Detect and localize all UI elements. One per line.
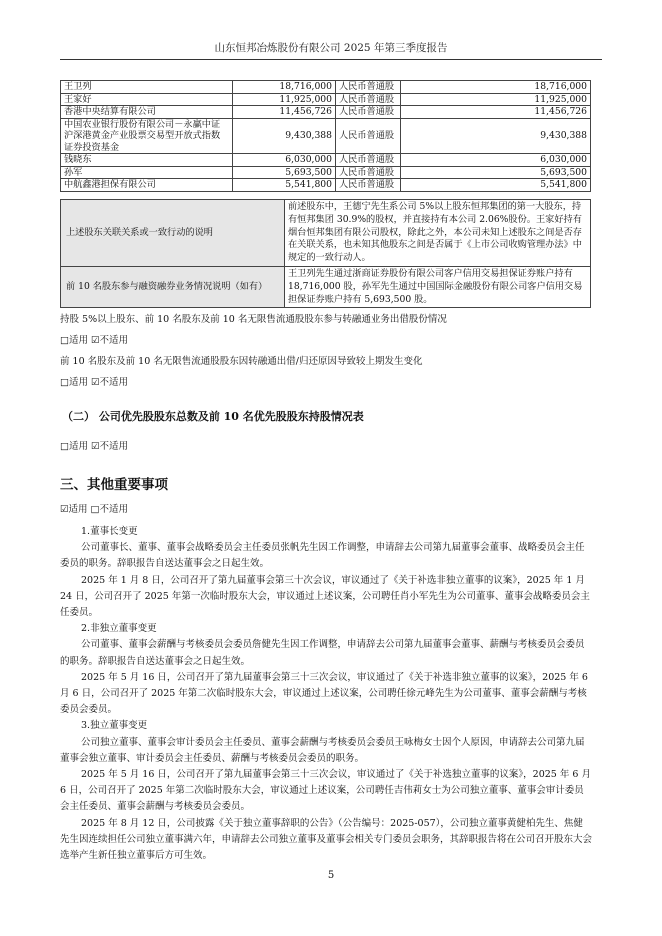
other-matters-option: ☑适用 □不适用 xyxy=(60,504,129,515)
holder-shares: 5,541,800 xyxy=(233,179,336,192)
paragraph: 公司独立董事、董事会审计委员会主任委员、董事会薪酬与考核委员会委员王咏梅女士因个人原因，申请辞去公司第九届董事会独立董事、审计委员会主任委员、薪酬与考核委员会委员的职务。 xyxy=(60,736,585,764)
table-row xyxy=(61,200,591,267)
holder-name: 中航鑫港担保有限公司 xyxy=(61,179,233,192)
relation-label: 上述股东关联关系或一致行动的说明 xyxy=(61,200,285,267)
paragraph: 2025 年 5 月 16 日，公司召开了第九届董事会第三十三次会议，审议通过了《关于补选独立董事的议案》，2025 年 6 月 6 日，公司召开了 2025 年第二次临时股东大会，审议通过上述议案，公司聘任吉伟莉女士为公司独立董事、董事会审计委员会主任委员、董事会薪酬与考核委员会委员。 xyxy=(60,769,591,813)
top-holders-table xyxy=(60,80,591,192)
lending-title: 持股 5%以上股东、前 10 名股东及前 10 名无限售流通股股东参与转融通业务出借股份情况 xyxy=(60,314,447,325)
lending-option: □适用 ☑不适用 xyxy=(60,335,129,346)
change-option: □适用 ☑不适用 xyxy=(60,377,129,388)
holder-shares: 6,030,000 xyxy=(233,154,336,167)
share-type: 人民币普通股 xyxy=(336,166,401,179)
relation-text: 前述股东中，王德宁先生系公司 5%以上股东恒邦集团的第一大股东，持有恒邦集团 30.9%的股权，并直接持有本公司 2.06%股份。王家好持有烟台恒邦集团有限公司股权，除此之外，本公司未知上述股东之间是否存在关联关系，也未知其他股东之间是否属于《上市公司收购管理办法》中规定的一致行动人。 xyxy=(285,200,591,267)
table-row xyxy=(61,118,591,154)
share-type-count: 11,456,726 xyxy=(401,106,591,119)
table-row xyxy=(61,106,591,119)
holder-shares: 11,925,000 xyxy=(233,93,336,106)
share-type: 人民币普通股 xyxy=(336,118,401,154)
holder-name: 中国农业银行股份有限公司－永赢中证沪深港黄金产业股票交易型开放式指数证券投资基金 xyxy=(61,118,233,154)
paragraph: 3.独立董事变更 xyxy=(81,720,148,732)
header-divider xyxy=(60,59,602,60)
share-type-count: 6,030,000 xyxy=(401,154,591,167)
margin-text: 王卫列先生通过浙商证券股份有限公司客户信用交易担保证券账户持有 18,716,000 股，孙军先生通过中国国际金融股份有限公司客户信用交易担保证券账户持有 5,693,500 股。 xyxy=(285,267,591,308)
page-number: 5 xyxy=(327,870,335,881)
share-type-count: 5,541,800 xyxy=(401,179,591,192)
share-type: 人民币普通股 xyxy=(336,154,401,167)
paragraph: 公司董事、董事会薪酬与考核委员会委员詹健先生因工作调整，申请辞去公司第九届董事会董事、薪酬与考核委员会委员的职务。辞职报告自送达董事会之日起生效。 xyxy=(60,639,585,667)
preferred-option: □适用 ☑不适用 xyxy=(60,441,129,452)
margin-label: 前 10 名股东参与融资融券业务情况说明（如有） xyxy=(61,267,285,308)
holder-name: 钱晓东 xyxy=(61,154,233,167)
holder-name: 王卫列 xyxy=(61,81,233,94)
share-type: 人民币普通股 xyxy=(336,179,401,192)
holder-name: 孙军 xyxy=(61,166,233,179)
paragraph: 2025 年 8 月 12 日，公司披露《关于独立董事辞职的公告》（公告编号：2025-057），公司独立董事黄健柏先生、焦健先生因连续担任公司独立董事满六年，申请辞去公司独立董事及董事会相关专门委员会职务，其辞职报告将在公司召开股东大会选举产生新任独立董事后方可生效。 xyxy=(60,817,593,862)
paragraph: 2025 年 1 月 8 日，公司召开了第九届董事会第三十次会议，审议通过了《关于补选非独立董事的议案》，2025 年 1 月 24 日，公司召开了 2025 年第一次临时股东大会，审议通过上述议案，公司聘任肖小军先生为公司董事、董事会战略委员会主任委员。 xyxy=(60,574,590,619)
other-matters-heading: 三、其他重要事项 xyxy=(60,477,168,493)
table-row xyxy=(61,179,591,192)
holder-shares: 5,693,500 xyxy=(233,166,336,179)
table-row xyxy=(61,154,591,167)
holder-shares: 11,456,726 xyxy=(233,106,336,119)
table-row xyxy=(61,166,591,179)
holders-notes-table xyxy=(60,199,591,308)
table-row xyxy=(61,267,591,308)
share-type: 人民币普通股 xyxy=(336,106,401,119)
page-header: 山东恒邦冶炼股份有限公司 2025 年第三季度报告 xyxy=(214,42,448,54)
table-row xyxy=(61,81,591,94)
share-type-count: 11,925,000 xyxy=(401,93,591,106)
other-matters-body xyxy=(60,524,592,864)
table-row xyxy=(61,93,591,106)
holder-shares: 18,716,000 xyxy=(233,81,336,94)
paragraph: 2025 年 5 月 16 日，公司召开了第九届董事会第三十三次会议，审议通过了《关于补选非独立董事的议案》，2025 年 6 月 6 日，公司召开了 2025 年第二次临时股东大会，审议通过上述议案，公司聘任徐元峰先生为公司董事、董事会薪酬与考核委员会委员。 xyxy=(60,671,588,716)
holder-name: 香港中央结算有限公司 xyxy=(61,106,233,119)
paragraph: 公司董事长、董事、董事会战略委员会主任委员张帆先生因工作调整，申请辞去公司第九届董事会董事、战略委员会主任委员的职务。辞职报告自送达董事会之日起生效。 xyxy=(60,542,585,570)
share-type-count: 5,693,500 xyxy=(401,166,591,179)
share-type-count: 18,716,000 xyxy=(401,81,591,94)
paragraph: 2.非独立董事变更 xyxy=(81,623,157,635)
paragraph: 1.董事长变更 xyxy=(81,526,138,537)
holder-name: 王家好 xyxy=(61,93,233,106)
preferred-heading: （二） 公司优先股股东总数及前 10 名优先股股东持股情况表 xyxy=(62,410,364,423)
share-type-count: 9,430,388 xyxy=(401,118,591,154)
change-title: 前 10 名股东及前 10 名无限售流通股股东因转融通出借/归还原因导致较上期发生变化 xyxy=(60,356,423,367)
share-type: 人民币普通股 xyxy=(336,93,401,106)
holder-shares: 9,430,388 xyxy=(233,118,336,154)
share-type: 人民币普通股 xyxy=(336,81,401,94)
